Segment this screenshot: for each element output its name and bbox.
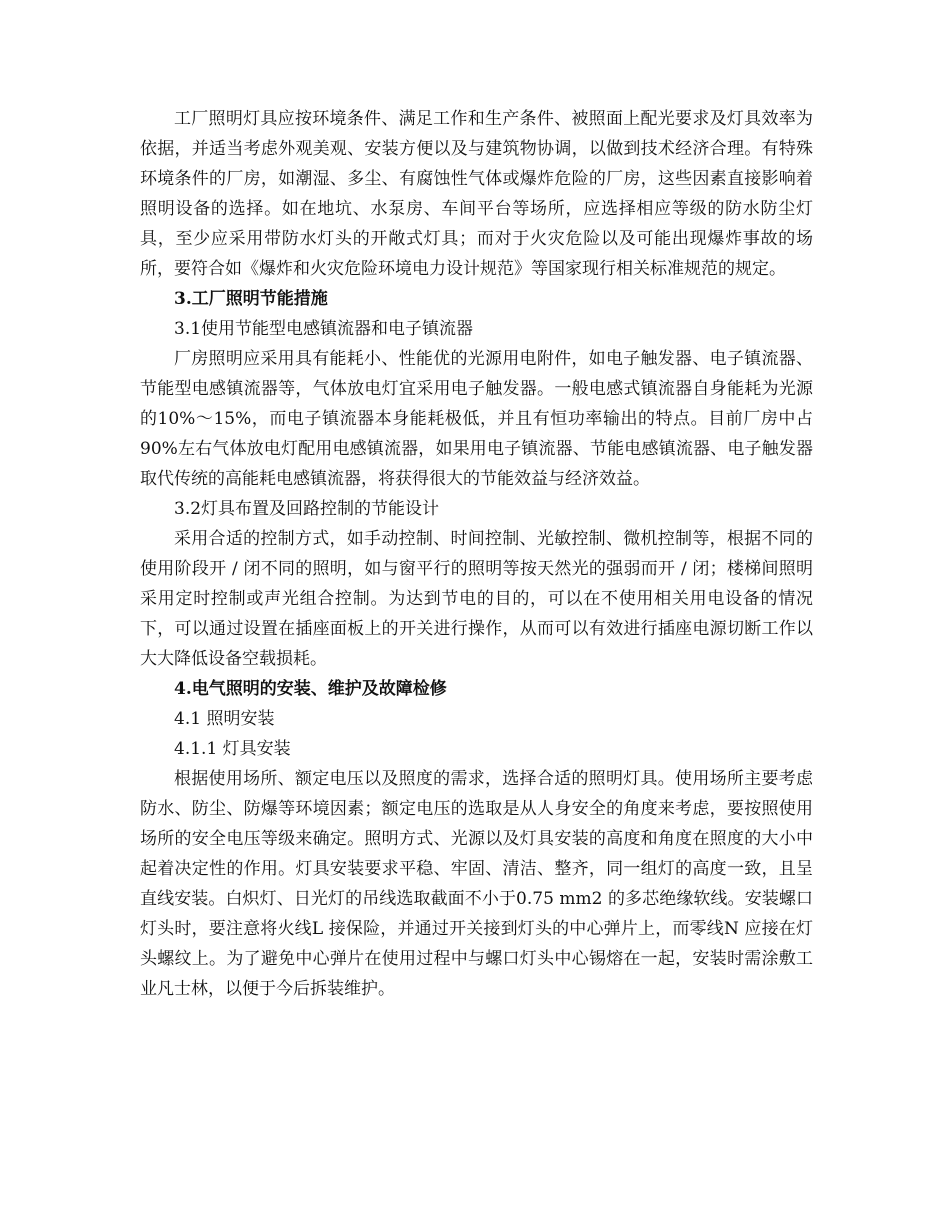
- section-heading-installation: 4.电气照明的安装、维护及故障检修: [174, 679, 447, 699]
- document-body: [140, 104, 813, 1004]
- section-heading-energy-saving: 3.工厂照明节能措施: [174, 289, 328, 309]
- subsection-heading-ballast: 3.1使用节能型电感镇流器和电子镇流器: [174, 319, 474, 339]
- paragraph-ballast: 厂房照明应采用具有能耗小、性能优的光源用电附件，如电子触发器、电子镇流器、节能型电感镇流器等，气体放电灯宜采用电子触发器。一般电感式镇流器自身能耗为光源的10%～15%，而电子镇流器本身能耗极低，并且有恒功率输出的特点。目前厂房中占90%左右气体放电灯配用电感镇流器，如果用电子镇流器、节能电感镇流器、电子触发器取代传统的高能耗电感镇流器，将获得很大的节能效益与经济效益。: [140, 349, 813, 489]
- paragraph-lamp-selection: 工厂照明灯具应按环境条件、满足工作和生产条件、被照面上配光要求及灯具效率为依据，并适当考虑外观美观、安装方便以及与建筑物协调，以做到技术经济合理。有特殊环境条件的厂房，如潮湿、多尘、有腐蚀性气体或爆炸危险的厂房，这些因素直接影响着照明设备的选择。如在地坑、水泵房、车间平台等场所，应选择相应等级的防水防尘灯具，至少应采用带防水灯头的开敞式灯具；而对于火灾危险以及可能出现爆炸事故的场所，要符合如《爆炸和火灾危险环境电力设计规范》等国家现行相关标准规范的规定。: [140, 109, 813, 279]
- subsection-heading-layout-control: 3.2灯具布置及回路控制的节能设计: [174, 499, 440, 519]
- paragraph-control-methods: 采用合适的控制方式，如手动控制、时间控制、光敏控制、微机控制等，根据不同的使用阶段开 / 闭不同的照明，如与窗平行的照明等按天然光的强弱而开 / 闭；楼梯间照明采用定时控制或声光组合控制。为达到节电的目的，可以在不使用相关用电设备的情况下，可以通过设置在插座面板上的开关进行操作，从而可以有效进行插座电源切断工作以大大降低设备空载损耗。: [140, 529, 813, 669]
- subsection-heading-lamp-install: 4.1.1 灯具安装: [174, 739, 291, 759]
- paragraph-lamp-install: 根据使用场所、额定电压以及照度的需求，选择合适的照明灯具。使用场所主要考虑防水、防尘、防爆等环境因素；额定电压的选取是从人身安全的角度来考虑，要按照使用场所的安全电压等级来确定。照明方式、光源以及灯具安装的高度和角度在照度的大小中起着决定性的作用。灯具安装要求平稳、牢固、清洁、整齐，同一组灯的高度一致，且呈直线安装。白炽灯、日光灯的吊线选取截面不小于0.75 mm2 的多芯绝缘软线。安装螺口灯头时，要注意将火线L 接保险，并通过开关接到灯头的中心弹片上，而零线N 应接在灯头螺纹上。为了避免中心弹片在使用过程中与螺口灯头中心锡熔在一起，安装时需涂敷工业凡士林，以便于今后拆装维护。: [140, 769, 813, 999]
- subsection-heading-lighting-install: 4.1 照明安装: [174, 709, 275, 729]
